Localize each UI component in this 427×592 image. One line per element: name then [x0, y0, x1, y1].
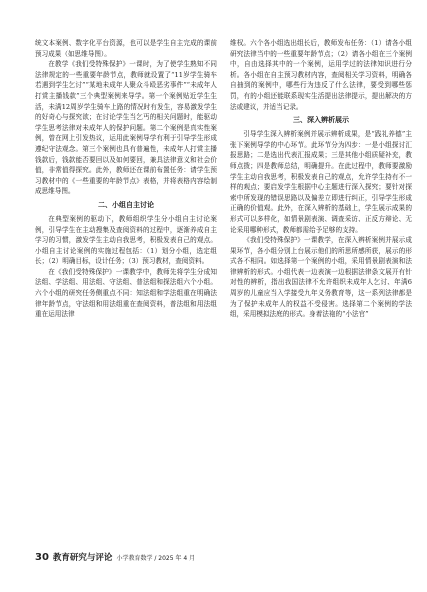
paragraph: 统文本案例、数字化平台资源，也可以是学生自主完成的课前预习成果（如思维导图）。	[35, 39, 217, 58]
paragraph: 引导学生深入辨析案例并展示辨析成果，是“践礼养德”主张下案例导学的中心环节。此环节分为四步：一是小组探讨汇报思路；二是选出代表汇报成果；三是其他小组质疑补充，教师点拨；四是教师总结，明确提升。在此过程中，教师要激励学生主动自我思考，积极发表自己的观点，允许学生持有不一样的观点；要启发学生根据中心主题进行深入探究；要针对探索中所发现的错误思路以及偏差立即进行纠正，引导学生形成正确的价值观。此外，在深入辨析的基础上，学生展示成果的形式可以多样化，如情景剧表演、调查采访、正反方辩论、无论采用哪种形式，教师都需给予足够的支持。	[230, 130, 412, 234]
journal-title: 教育研究与评论	[52, 553, 113, 563]
issue-info: 小学教育数学 / 2025 年 4 月	[116, 555, 196, 562]
section-heading: 二、小组自主讨论	[98, 200, 154, 209]
paragraph: 《我们受特殊保护》一课教学，在深入辨析案例并展示成果环节，各小组分别上台展示他们的所思所感所获，展示的形式各不相同。如选择第一个案例的小组，采用情景剧表演和法律辨析的形式。小组代表一边表演一边根据法律条文展开有针对性的辨析，指出我国法律不允许组织未成年人乞讨、年满6周岁的儿童应当入学接受九年义务教育等，这一系列法律都是为了保护未成年人的权益不受侵害。选择第二个案例的学法组，采用模拟法庭的形式。身着法袍的“小法官”	[230, 236, 412, 319]
paragraph: 在典型案例的驱动下，教师组织学生分小组自主讨论案例，引导学生在主动搜集及查阅资料的过程中，逐渐养成自主学习的习惯，激发学生主动自我思考，积极发表自己的观点。小组自主讨论案例的实施过程包括：（1）划分小组，选定组长；（2）明确目标，设计任务；（3）预习教材，查阅资料。	[35, 214, 217, 266]
paragraph: 维权。六个各小组选出组长后，教师发布任务：（1）请各小组研究法律当中的一些重要年龄节点；（2）请各小组在三个案例中，自由选择其中的一个案例，运用学过的法律知识进行分析。各小组在自主预习教材内容，查阅相关学习资料，明确各自抽到的案例中，哪些行为违反了什么法律，要受到哪些惩罚，有的小组还能联系现实生活提出法律提示，提出解决的方法或建议，并适当记录。	[230, 39, 412, 111]
section-heading: 三、深入辨析展示	[293, 116, 349, 125]
paragraph: 在教学《我们受特殊保护》一课时，为了使学生熟知不同法律规定的一些重要年龄节点，教师就设置了“11岁学生骑车若遇到学生乞讨”“某地未成年人聚众斗殴恶劣事件”“未成年人打赏主播钱款”三个典型案例来导学。第一个案例贴近学生生活，未满12周岁学生骑车上路的情况时有发生，容易激发学生的好奇心与探究欲；在讨论学生当乞丐的相关问题时，能驱动学生思考法律对未成年人的保护问题。第二个案例是真实性案例，曾在网上引发热议，运用此案例导学有利于引导学生形成遵纪守法观念。第三个案例也具有普遍性，未成年人打赏主播钱款后，钱款能否要回以及如何要回，兼具法律意义和社会价值，非常值得探究。此外，教师还在课前布置任务：请学生预习教材中的《一些重要的年龄节点》表格，并将表格内容绘制成思维导图。	[35, 60, 217, 196]
page-footer	[35, 551, 195, 563]
page-number: 30	[35, 552, 49, 563]
right-column	[230, 38, 412, 320]
left-column	[35, 38, 217, 320]
paragraph: 在《我们受特殊保护》一课教学中，教师先将学生分成知法组、学法组、用法组、守法组、普法组和探法组六个小组。六个小组的研究任务侧重点不同：知法组和学法组重在明确法律年龄节点，守法组和用法组重在查阅资料，普法组和用法组重在运用法律	[35, 267, 217, 319]
